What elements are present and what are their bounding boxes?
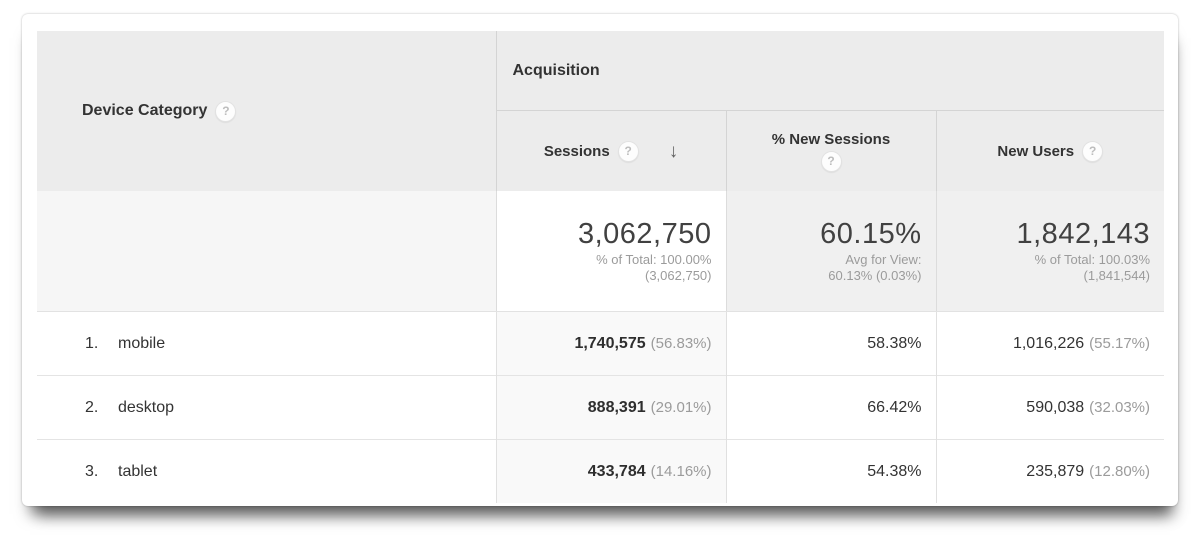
new-users-cell xyxy=(936,440,1164,504)
column-header-device-category[interactable] xyxy=(37,31,496,191)
column-header-new-users[interactable] xyxy=(936,111,1164,192)
totals-new-sessions-cell xyxy=(726,191,936,312)
new-users-cell xyxy=(936,376,1164,440)
new-users-value: 1,016,226 xyxy=(1012,334,1085,352)
totals-sessions-subline2: (3,062,750) xyxy=(645,268,712,284)
new-sessions-cell xyxy=(726,440,936,504)
new-users-cell xyxy=(936,312,1164,376)
new-users-percent: (55.17%) xyxy=(1089,334,1151,352)
help-icon[interactable]: ? xyxy=(1082,141,1103,162)
table-row xyxy=(37,312,1164,376)
sort-desc-icon: ↓ xyxy=(668,140,679,162)
dimension-cell xyxy=(37,440,496,504)
dimension-cell xyxy=(37,312,496,376)
sessions-value: 433,784 xyxy=(587,462,646,480)
sessions-cell xyxy=(496,312,726,376)
new-users-percent: (12.80%) xyxy=(1089,462,1151,480)
help-icon[interactable]: ? xyxy=(821,151,842,172)
new-users-value: 235,879 xyxy=(1026,462,1085,480)
sessions-cell xyxy=(496,376,726,440)
new-sessions-cell xyxy=(726,376,936,440)
new-sessions-cell xyxy=(726,312,936,376)
totals-new-users-value: 1,842,143 xyxy=(1016,217,1151,250)
device-label: tablet xyxy=(118,462,158,480)
totals-sessions-cell xyxy=(496,191,726,312)
table-row xyxy=(37,440,1164,504)
dimension-cell xyxy=(37,376,496,440)
group-header-acquisition xyxy=(496,31,1164,111)
totals-new-sessions-value: 60.15% xyxy=(820,217,922,250)
new-sessions-value: 58.38% xyxy=(867,334,922,352)
device-category-label: Device Category xyxy=(82,102,208,119)
row-index: 2. xyxy=(85,398,99,416)
totals-new-sessions-subline1: Avg for View: xyxy=(845,251,922,267)
sessions-cell xyxy=(496,440,726,504)
sessions-header-label: Sessions xyxy=(543,142,610,160)
new-users-header-label: New Users xyxy=(997,142,1075,160)
column-header-new-sessions-pct[interactable] xyxy=(726,111,936,192)
row-index: 3. xyxy=(85,462,99,480)
sessions-percent: (56.83%) xyxy=(650,334,712,352)
new-sessions-value: 54.38% xyxy=(867,462,922,480)
totals-row xyxy=(37,191,1164,312)
sessions-percent: (14.16%) xyxy=(650,462,712,480)
table-row xyxy=(37,376,1164,440)
column-header-sessions[interactable] xyxy=(496,111,726,192)
totals-new-users-subline2: (1,841,544) xyxy=(1083,268,1151,284)
help-icon[interactable]: ? xyxy=(215,101,236,122)
totals-new-users-cell xyxy=(936,191,1164,312)
analytics-data-table xyxy=(37,31,1164,503)
totals-new-sessions-subline2: 60.13% (0.03%) xyxy=(828,268,922,284)
totals-new-users-subline1: % of Total: 100.03% xyxy=(1034,251,1151,267)
help-icon[interactable]: ? xyxy=(618,141,639,162)
acquisition-label: Acquisition xyxy=(512,61,600,79)
sessions-percent: (29.01%) xyxy=(650,398,712,416)
new-sessions-value: 66.42% xyxy=(867,398,922,416)
new-users-value: 590,038 xyxy=(1026,398,1085,416)
new-users-percent: (32.03%) xyxy=(1089,398,1151,416)
sessions-value: 1,740,575 xyxy=(574,334,646,352)
sessions-value: 888,391 xyxy=(587,398,646,416)
row-index: 1. xyxy=(85,334,99,352)
totals-sessions-subline1: % of Total: 100.00% xyxy=(596,251,712,267)
new-sessions-header-label: % New Sessions xyxy=(771,130,891,148)
totals-sessions-value: 3,062,750 xyxy=(577,217,712,250)
device-label: desktop xyxy=(118,398,175,416)
totals-dimension-cell xyxy=(37,191,496,312)
device-label: mobile xyxy=(118,334,166,352)
report-card xyxy=(22,14,1178,506)
